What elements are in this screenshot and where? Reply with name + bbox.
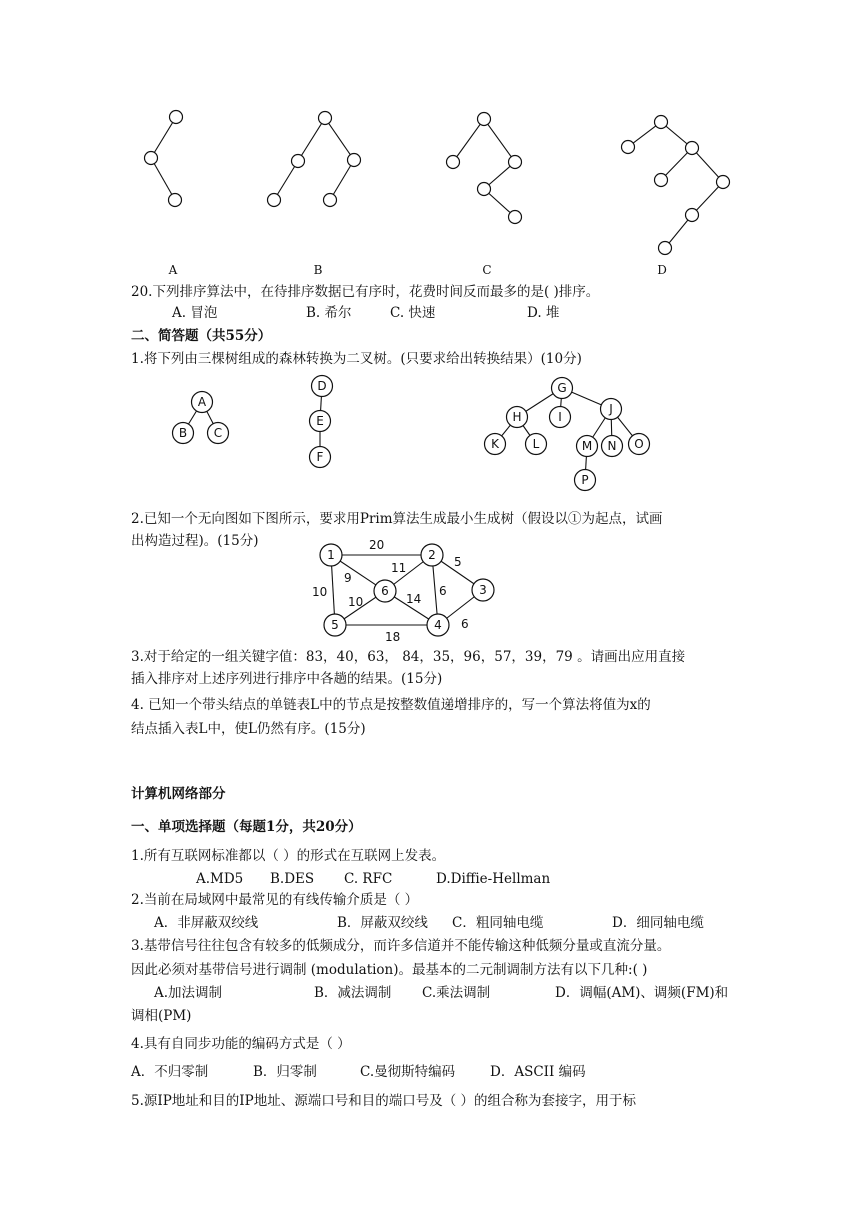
svg-text:H: H xyxy=(512,410,522,424)
sa4-line1: 4. 已知一个带头结点的单链表L中的节点是按整数值递增排序的，写一个算法将值为x的 xyxy=(131,697,651,713)
edge-weight-2-4: 6 xyxy=(439,584,447,598)
nq1-stem: 1.所有互联网标准都以（ ）的形式在互联网上发表。 xyxy=(131,848,446,864)
nq4-stem: 4.具有自同步功能的编码方式是（ ） xyxy=(131,1036,351,1052)
sa1-stem: 1.将下列由三棵树组成的森林转换为二叉树。(只要求给出转换结果）(10分) xyxy=(131,351,582,367)
svg-text:N: N xyxy=(607,439,617,453)
nq3-line2: 因此必须对基带信号进行调制 (modulation)。最基本的二元制调制方法有以下几种:( ) xyxy=(131,962,648,978)
q20-option-c: C. 快速 xyxy=(390,305,436,321)
edge-weight-6-5: 10 xyxy=(348,595,364,609)
network-section-title: 计算机网络部分 xyxy=(131,786,226,802)
sa3-line2: 插入排序对上述序列进行排序中各趟的结果。(15分) xyxy=(131,671,443,687)
nq4-option-a: A．不归零制 xyxy=(131,1064,209,1080)
nq4-option-b: B．归零制 xyxy=(253,1064,317,1080)
sa2-line1: 2.已知一个无向图如下图所示，要求用Prim算法生成最小生成树（假设以①为起点，试画 xyxy=(131,511,663,527)
svg-text:5: 5 xyxy=(331,618,339,632)
svg-text:J: J xyxy=(609,402,613,416)
nq3-option-d-cont: 调相(PM) xyxy=(131,1008,192,1024)
nq3-line1: 3.基带信号往往包含有较多的低频成分，而许多信道并不能传输这种低频分量或直流分量。 xyxy=(131,938,671,954)
svg-text:K: K xyxy=(491,437,499,451)
nq1-option-c: C. RFC xyxy=(344,871,393,887)
nq4-option-d: D．ASCII 编码 xyxy=(490,1064,586,1080)
svg-text:G: G xyxy=(557,381,567,395)
svg-text:M: M xyxy=(581,439,593,453)
nq3-option-a: A.加法调制 xyxy=(154,985,223,1001)
edge-weight-1-5: 10 xyxy=(312,585,328,599)
nq2-option-d: D．细同轴电缆 xyxy=(612,915,704,931)
q20-stem: 20.下列排序算法中，在待排序数据已有序时，花费时间反而最多的是( )排序。 xyxy=(131,284,600,300)
edge-weight-3-4: 6 xyxy=(461,617,469,631)
nq1-option-d: D.Diffie-Hellman xyxy=(436,871,551,887)
tree-d-label: D xyxy=(657,263,667,277)
nq5-stem: 5.源IP地址和目的IP地址、源端口号和目的端口号及（ ）的组合称为套接字，用于标 xyxy=(131,1093,637,1109)
nq3-option-c: C.乘法调制 xyxy=(422,985,491,1001)
sa2-line2: 出构造过程)。(15分) xyxy=(131,533,259,549)
svg-text:6: 6 xyxy=(381,584,389,598)
svg-text:D: D xyxy=(317,379,327,393)
q20-option-d: D. 堆 xyxy=(527,305,560,321)
svg-text:1: 1 xyxy=(327,548,335,562)
nq2-option-a: A．非屏蔽双绞线 xyxy=(154,915,259,931)
sa3-line1: 3.对于给定的一组关键字值：83，40，63， 84，35，96，57，39，79 。请画出应用直接 xyxy=(131,649,686,665)
edge-weight-5-4: 18 xyxy=(385,630,401,644)
sa4-line2: 结点插入表L中，使L仍然有序。(15分) xyxy=(131,721,366,737)
svg-text:C: C xyxy=(213,426,223,440)
graph-vertex-4 xyxy=(427,614,449,636)
graph-vertex-1 xyxy=(320,544,342,566)
nq3-option-d: D．调幅(AM)、调频(FM)和 xyxy=(555,985,729,1001)
graph-vertex-6 xyxy=(374,580,396,602)
net-section-1-title: 一、单项选择题（每题1分，共20分） xyxy=(131,819,362,835)
graph-vertex-5 xyxy=(324,614,346,636)
nq2-stem: 2.当前在局域网中最常见的有线传输介质是（ ） xyxy=(131,892,419,908)
svg-text:A: A xyxy=(197,395,207,409)
nq4-option-c: C.曼彻斯特编码 xyxy=(360,1064,456,1080)
nq2-option-c: C．粗同轴电缆 xyxy=(452,915,544,931)
svg-text:3: 3 xyxy=(479,583,487,597)
q20-option-a: A. 冒泡 xyxy=(172,305,218,321)
graph-vertex-2 xyxy=(421,544,443,566)
svg-text:2: 2 xyxy=(428,548,436,562)
section-2-title: 二、简答题（共55分） xyxy=(131,328,272,344)
tree-c-label: C xyxy=(482,263,492,277)
edge-weight-2-6: 11 xyxy=(391,561,407,575)
svg-text:P: P xyxy=(581,473,589,487)
nq2-option-b: B．屏蔽双绞线 xyxy=(337,915,428,931)
edge-weight-1-2: 20 xyxy=(369,538,385,552)
svg-text:E: E xyxy=(316,414,324,428)
edge-weight-2-3: 5 xyxy=(454,555,462,569)
tree-b-label: B xyxy=(313,263,323,277)
q20-option-b: B. 希尔 xyxy=(306,305,352,321)
svg-text:B: B xyxy=(178,426,188,440)
svg-text:4: 4 xyxy=(434,618,442,632)
edge-weight-1-6: 9 xyxy=(344,571,352,585)
tree-a-label: A xyxy=(168,263,178,277)
nq3-option-b: B．减法调制 xyxy=(314,985,392,1001)
nq1-option-a: A.MD5 xyxy=(196,871,244,887)
graph-vertex-3 xyxy=(472,579,494,601)
nq1-option-b: B.DES xyxy=(270,871,315,887)
svg-text:O: O xyxy=(634,437,644,451)
svg-text:I: I xyxy=(558,410,562,424)
svg-text:L: L xyxy=(532,437,540,451)
edge-weight-6-4: 14 xyxy=(406,592,422,606)
svg-text:F: F xyxy=(316,450,324,464)
